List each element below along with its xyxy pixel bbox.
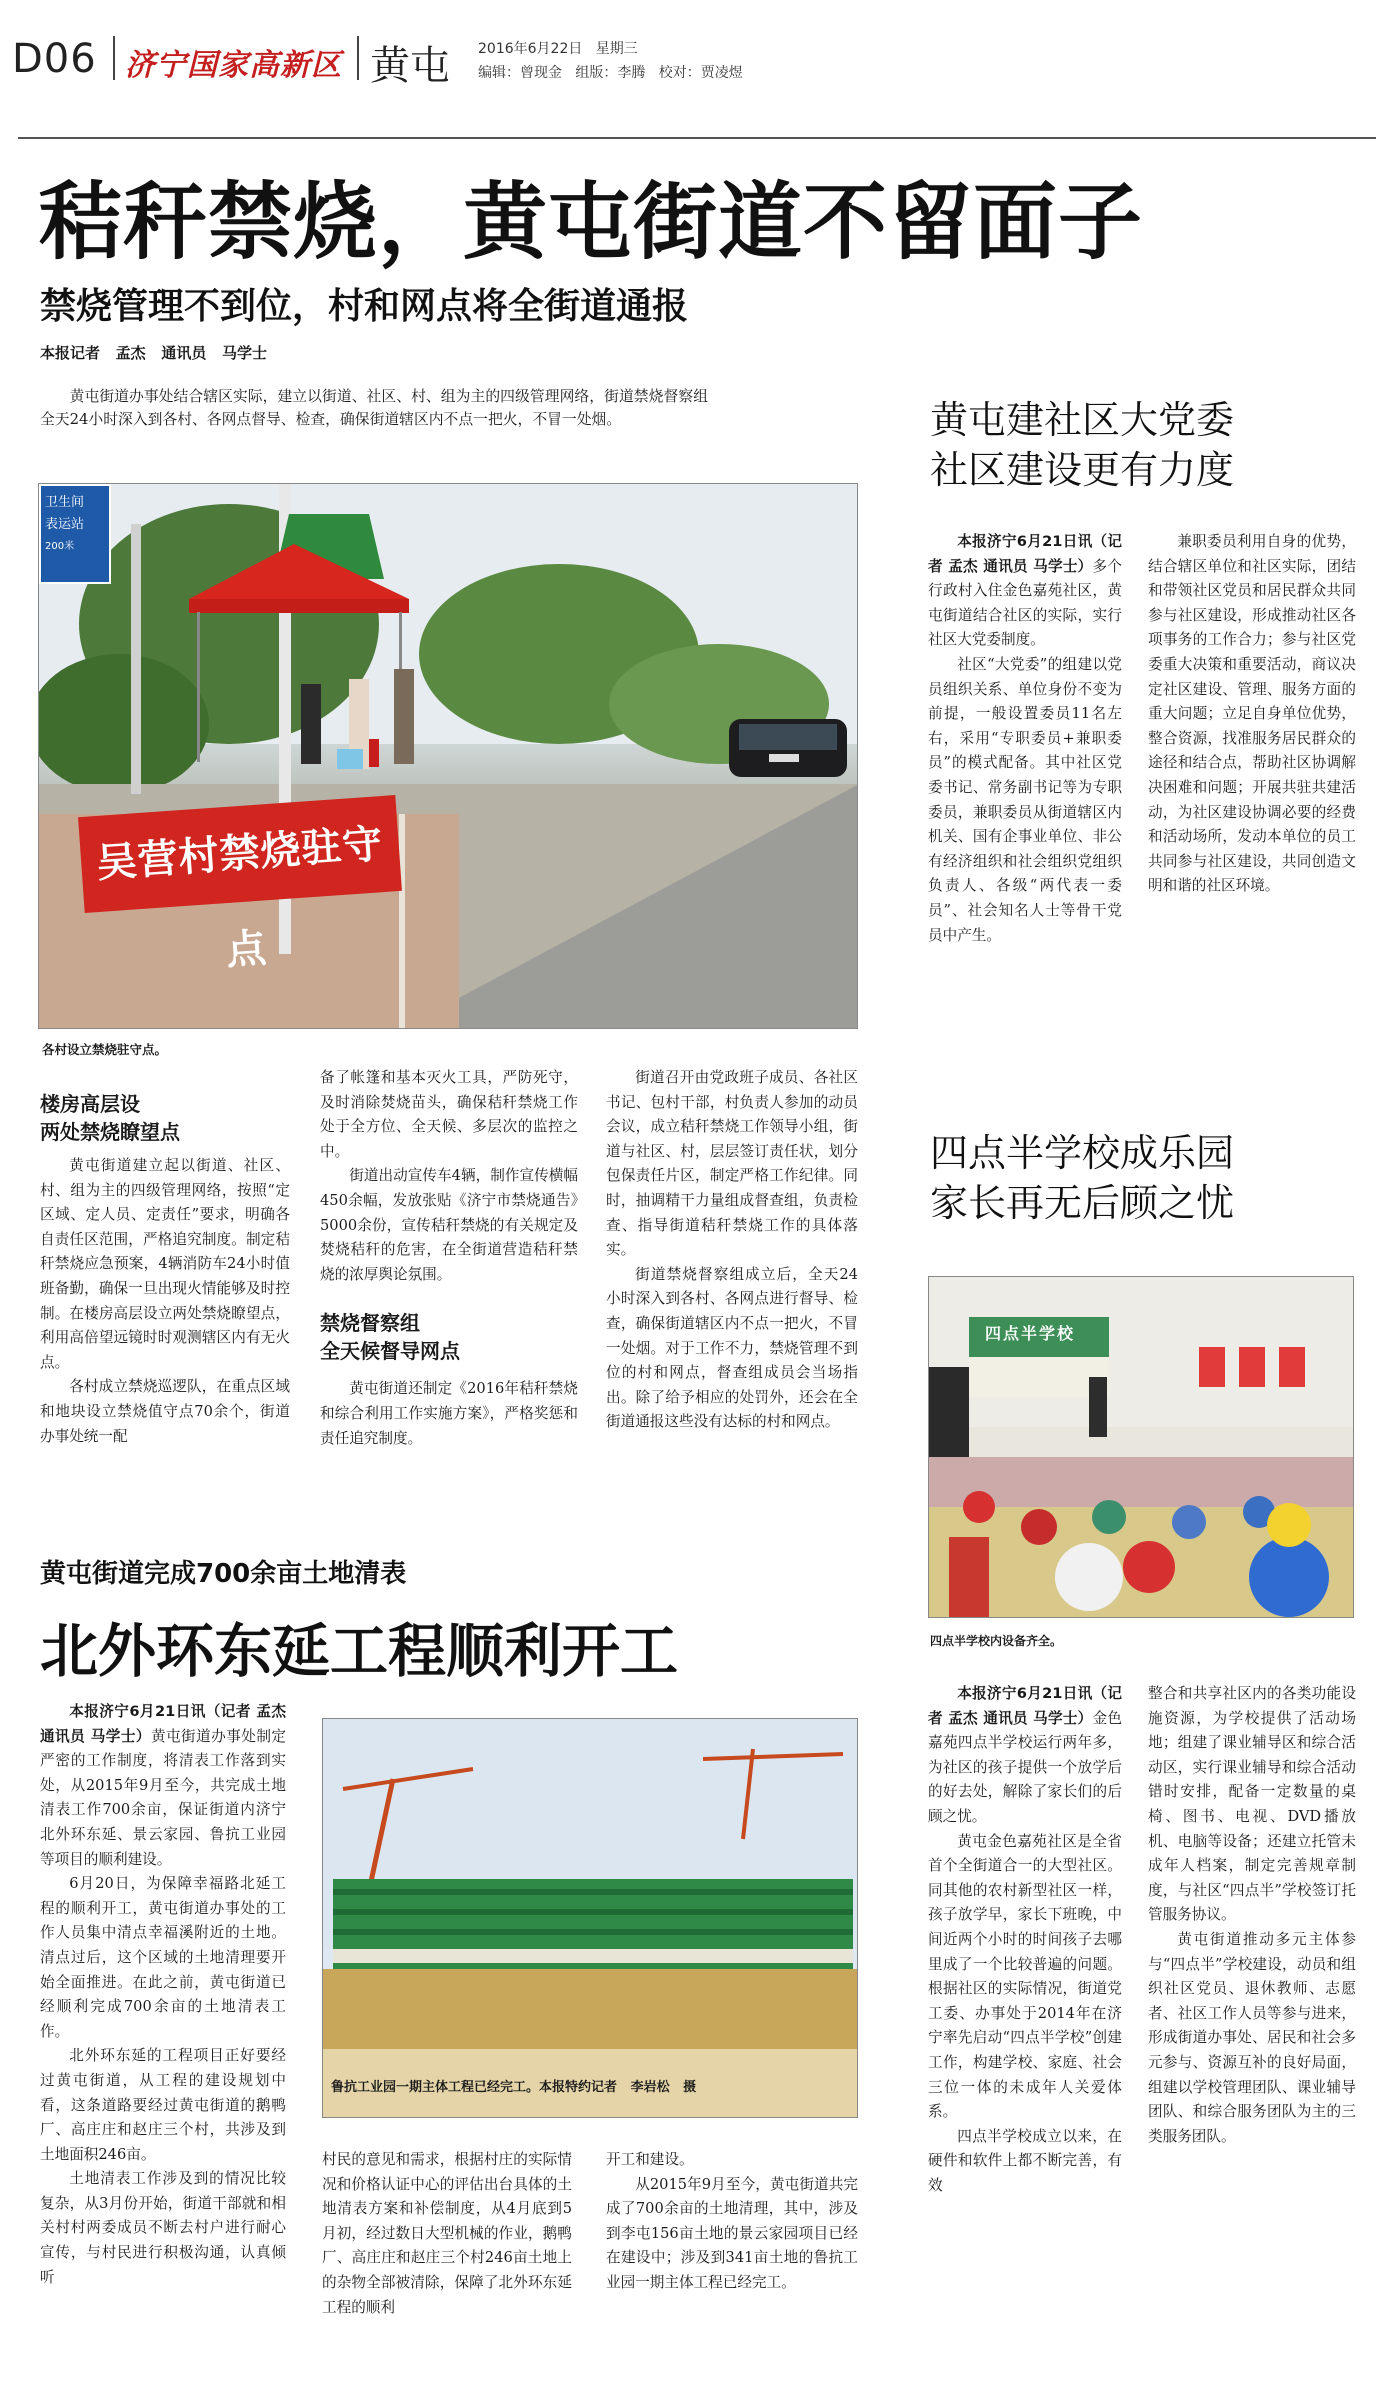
lead-col2-p1: 备了帐篷和基本灭火工具，严防死守，及时消除焚烧苗头，确保秸秆禁烧工作处于全方位、全天候、多层次的监控之中。 (320, 1069, 578, 1160)
r1-col-b (1148, 530, 1356, 899)
lead-col2-p3: 黄屯街道还制定《2016年秸秆禁烧和综合利用工作实施方案》，严格奖惩和责任追究制度。 (320, 1380, 578, 1447)
r3-col3-p2: 从2015年9月至今，黄屯街道共完成了700余亩的土地清理，其中，涉及到李屯156亩土地的景云家园项目已经在建设中；涉及到341亩土地的鲁抗工业园一期主体工程已经完工。 (606, 2175, 858, 2291)
r1-col-a-p1 (928, 530, 1122, 653)
sign-line-1: 卫生间 (45, 495, 85, 510)
lead-byline: 本报记者 孟杰 通讯员 马学士 (40, 344, 268, 362)
r3-col-2 (322, 2148, 572, 2320)
date-line: 2016年6月22日 星期三 (478, 41, 638, 57)
sign-line-3: 200米 (45, 541, 75, 552)
r1-headline: 黄屯建社区大党委 社区建设更有力度 (930, 398, 1235, 492)
header-divider-1 (113, 36, 115, 80)
bus-stop-sign (39, 484, 111, 584)
page-header (0, 0, 1394, 145)
lead-subheadline: 禁烧管理不到位，村和网点将全街道通报 (40, 286, 689, 327)
lead-subhead-2: 禁烧督察组 全天候督导网点 (320, 1311, 460, 1364)
lead-photo-caption: 各村设立禁烧驻守点。 (42, 1042, 168, 1057)
r2-col-a-p1 (928, 1682, 1122, 1830)
r1-col-a-text: 多个行政村入住金色嘉苑社区，黄屯街道结合社区的实际，实行社区大党委制度。 (928, 557, 1122, 649)
r2-col-b-p2: 黄屯街道推动多元主体参与“四点半”学校建设，动员和组织社区党员、退休教师、志愿者、社区工作人员等参与进来，形成街道办事处、居民和社会多元参与、资源互补的良好局面，组建以学校管理团队、课业辅导团队、和综合服务团队为主的三类服务团队。 (1148, 1930, 1356, 2145)
lead-col3-p2: 街道禁烧督察组成立后，全天24小时深入到各村、各网点进行督导、检查，确保街道辖区内不点一把火，不冒一处烟。对于工作不力，禁烧管理不到位的村和网点，督查组成员会当场指出。除了给予相应的处罚外，还会在全街道通报这些没有达标的村和网点。 (606, 1265, 858, 1431)
r3-kicker: 黄屯街道完成700余亩土地清表 (40, 1559, 407, 1589)
r2-col-a (928, 1682, 1122, 2198)
lead-col2-p2: 街道出动宣传车4辆，制作宣传横幅450余幅，发放张贴《济宁市禁烧通告》5000余份，宣传秸秆禁烧的有关规定及焚烧秸秆的危害，在全街道营造秸秆禁烧的浓厚舆论氛围。 (320, 1167, 578, 1283)
r2-photo-board: 四点半学校 (985, 1324, 1076, 1343)
r2-col-a-p2: 黄屯金色嘉苑社区是全省首个全街道合一的大型社区。同其他的农村新型社区一样，孩子放学早，家长下班晚，中间近两个小时的时间孩子去哪里成了一个比较普遍的问题。根据社区的实际情况，街道党工委、办事处于2014年在济宁率先启动“四点半学校”创建工作，构建学校、家庭、社会三位一体的未成年人关爱体系。 (928, 1832, 1122, 2121)
section-name: 黄屯 (370, 43, 450, 89)
r2-photo-caption: 四点半学校内设备齐全。 (930, 1634, 1063, 1648)
lead-col1-p2: 各村成立禁烧巡逻队，在重点区域和地块设立禁烧值守点70余个，街道办事处统一配 (40, 1378, 290, 1445)
r3-col1-p1 (40, 1700, 286, 1872)
header-divider-2 (357, 36, 359, 80)
lead-headline: 秸秆禁烧，黄屯街道不留面子 (38, 173, 1144, 271)
r3-lead-label: 本报济宁6月21日讯（记者 孟杰 通讯员 马学士） (40, 1703, 286, 1745)
lead-subhead-1 (40, 1090, 310, 1146)
r3-col1-p3: 北外环东延的工程项目正好要经过黄屯街道，从工程的建设规划中看，这条道路要经过黄屯街道的鹅鸭厂、高庄庄和赵庄三个村，共涉及到土地面积246亩。 (40, 2047, 286, 2163)
r3-photo-caption: 鲁抗工业园一期主体工程已经完工。本报特约记者 李岩松 摄 (323, 2059, 858, 2117)
lead-col1-p1: 黄屯街道建立起以街道、社区、村、组为主的四级管理网络，按照“定区域、定人员、定责任”要求，明确各自责任区范围，严格追究制度。制定秸秆禁烧应急预案，4辆消防车24小时值班备勤，确保一旦出现火情能够及时控制。在楼房高层设立两处禁烧瞭望点，利用高倍望远镜时时观测辖区内有无火点。 (40, 1157, 290, 1371)
lead-photo-scene (39, 484, 858, 1029)
r2-col-a-p3: 四点半学校成立以来，在硬件和软件上都不断完善，有效 (928, 2127, 1122, 2194)
r3-col-3 (606, 2148, 858, 2296)
lead-photo (38, 483, 858, 1029)
lead-col-2 (320, 1066, 578, 1451)
header-rule (18, 137, 1376, 139)
r1-col-a (928, 530, 1122, 948)
r1-col-b-p1: 兼职委员利用自身的优势，结合辖区单位和社区实际，团结和带领社区党员和居民群众共同参与社区建设，形成推动社区各项事务的工作合力；参与社区党委重大决策和重要活动，商议决定社区建设、管理、服务方面的重大问题；立足自身单位优势，整合资源，找准服务居民群众的途径和结合点，帮助社区协调解决困难和问题；开展共驻共建活动，为社区建设协调必要的经费和活动场所，发动本单位的员工共同参与社区建设，共同创造文明和谐的社区环境。 (1148, 533, 1356, 895)
sign-line-2: 表运站 (45, 517, 85, 532)
lead-col-1 (40, 1154, 290, 1449)
brand-logo-text: 济宁国家高新区 (125, 48, 342, 83)
r3-col-1 (40, 1700, 286, 2290)
r3-col1-text: 黄屯街道办事处制定严密的工作制度，将清表工作落到实处，从2015年9月至今，共完成土地清表工作700余亩，保证街道内济宁北外环东延、景云家园、鲁抗工业园等项目的顺利建设。 (40, 1727, 286, 1868)
r2-col-b-p1: 整合和共享社区内的各类功能设施资源，为学校提供了活动场地；组建了课业辅导区和综合活动区，实行课业辅导和综合活动错时安排，配备一定数量的桌椅、图书、电视、DVD播放机、电脑等设备；还建立托管未成年人档案，制定完善规章制度，与社区“四点半”学校签订托管服务协议。 (1148, 1685, 1356, 1924)
r3-col1-p2: 6月20日，为保障幸福路北延工程的顺利开工，黄屯街道办事处的工作人员集中清点幸福溪附近的土地。清点过后，这个区域的土地清理要开始全面推进。在此之前，黄屯街道已经顺利完成700余亩的土地清表工作。 (40, 1875, 286, 2040)
red-banner: 吴营村禁烧驻守点 (78, 795, 402, 913)
r3-col3-p1: 开工和建设。 (606, 2151, 694, 2168)
r2-photo (928, 1276, 1354, 1618)
r1-lead-label: 本报济宁6月21日讯（记者 孟杰 通讯员 马学士） (928, 533, 1122, 575)
lead-intro (40, 385, 708, 431)
page-number: D06 (12, 36, 97, 82)
lead-intro-text: 黄屯街道办事处结合辖区实际，建立以街道、社区、村、组为主的四级管理网络，街道禁烧督察组全天24小时深入到各村、各网点督导、检查，确保街道辖区内不点一把火，不冒一处烟。 (40, 388, 708, 428)
r3-photo (322, 1718, 858, 2118)
r3-col2-p1: 村民的意见和需求，根据村庄的实际情况和价格认证中心的评估出台具体的土地清表方案和补偿制度，从4月底到5月初，经过数日大型机械的作业，鹅鸭厂、高庄庄和赵庄三个村246亩土地上的杂物全部被清除，保障了北外环东延工程的顺利 (322, 2151, 572, 2316)
lead-subhead-1-text: 楼房高层设 两处禁烧瞭望点 (40, 1092, 180, 1144)
lead-col3-p1: 街道召开由党政班子成员、各社区书记、包村干部，村负责人参加的动员会议，成立秸秆禁烧工作领导小组，街道与社区、村，层层签订责任状，划分包保责任片区，制定严格工作纪律。同时，抽调精干力量组成督查组，负责检查、指导街道秸秆禁烧工作的具体落实。 (606, 1069, 858, 1259)
r2-col-a-text: 金色嘉苑四点半学校运行两年多，为社区的孩子提供一个放学后的好去处，解除了家长们的后顾之忧。 (928, 1709, 1122, 1825)
r2-col-b (1148, 1682, 1356, 2149)
r2-headline: 四点半学校成乐园 家长再无后顾之忧 (930, 1131, 1235, 1225)
staff-line: 编辑：曾现金 组版：李腾 校对：贾凌煜 (478, 65, 743, 81)
r1-col-a-p2: 社区“大党委”的组建以党员组织关系、单位身份不变为前提，一般设置委员11名左右，采用“专职委员+兼职委员”的模式配备。其中社区党委书记、常务副书记等为专职委员，兼职委员从街道辖区内机关、国有企事业单位、非公有经济组织和社会组织党组织负责人、各级“两代表一委员”、社会知名人士等骨干党员中产生。 (928, 655, 1122, 944)
lead-col-3 (606, 1066, 858, 1435)
r3-col1-p4: 土地清表工作涉及到的情况比较复杂，从3月份开始，街道干部就和相关村村两委成员不断去村户进行耐心宣传，与村民进行积极沟通，认真倾听 (40, 2170, 286, 2286)
r3-headline: 北外环东延工程顺利开工 (40, 1617, 679, 1685)
r2-lead-label: 本报济宁6月21日讯（记者 孟杰 通讯员 马学士） (928, 1685, 1122, 1727)
